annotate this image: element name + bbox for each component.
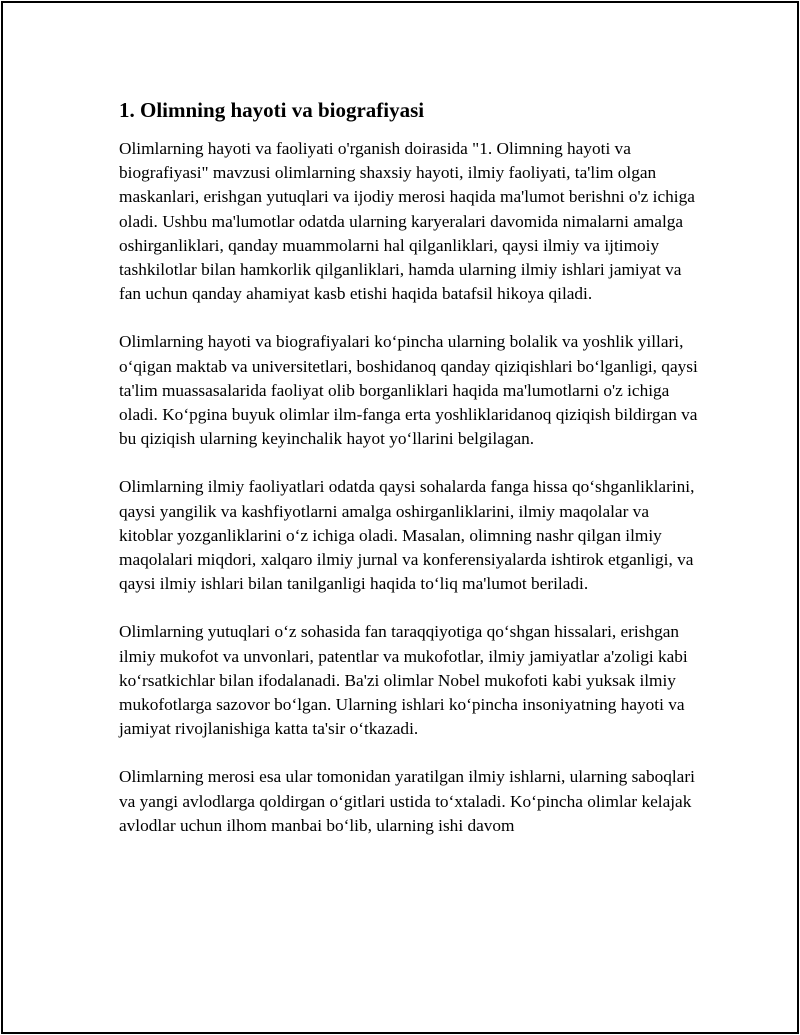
paragraph: Olimlarning yutuqlari o‘z sohasida fan taraqqiyotiga qo‘shgan hissalari, erishgan ilmiy mukofot va unvonlari, patentlar va mukofotlar, ilmiy jamiyatlar a'zoligi kabi ko‘rsatkichlar bilan ifodalanadi. Ba'zi olimlar Nobel mukofoti kabi yuksak ilmiy mukofotlarga sazovor bo‘lgan. Ularning ishlari ko‘pincha insoniyatning hayoti va jamiyat rivojlanishiga katta ta'sir o‘tkazadi. bbox=[119, 622, 688, 739]
paragraph: Olimlarning merosi esa ular tomonidan yaratilgan ilmiy ishlarni, ularning saboqlari va yangi avlodlarga qoldirgan o‘gitlari ustida to‘xtaladi. Ko‘pincha olimlar kelajak avlodlar uchun ilhom manbai bo‘lib, ularning ishi davom bbox=[119, 767, 695, 835]
section-heading: 1. Olimning hayoti va biografiyasi bbox=[119, 98, 425, 122]
document-page bbox=[1, 1, 799, 1034]
paragraph: Olimlarning ilmiy faoliyatlari odatda qaysi sohalarda fanga hissa qo‘shganliklarini, qaysi yangilik va kashfiyotlarni amalga oshirganliklarini, ilmiy maqolalar va kitoblar yozganliklarini o‘z ichiga oladi. Masalan, olimning nashr qilgan ilmiy maqolalari miqdori, xalqaro ilmiy jurnal va konferensiyalarda ishtirok etganligi, va qaysi ilmiy ishlari bilan tanilganligi haqida to‘liq ma'lumot beriladi. bbox=[119, 477, 695, 594]
paragraph: Olimlarning hayoti va faoliyati o'rganish doirasida "1. Olimning hayoti va biografiyasi" mavzusi olimlarning shaxsiy hayoti, ilmiy faoliyati, ta'lim olgan maskanlari, erishgan yutuqlari va ijodiy merosi haqida ma'lumot berishni o'z ichiga oladi. Ushbu ma'lumotlar odatda ularning karyeralari davomida nimalarni amalga oshirganliklari, qanday muammolarni hal qilganliklari, qaysi ilmiy va ijtimoiy tashkilotlar bilan hamkorlik qilganliklari, hamda ularning ilmiy ishlari jamiyat va fan uchun qanday ahamiyat kasb etishi haqida batafsil hikoya qiladi. bbox=[119, 139, 695, 304]
paragraph: Olimlarning hayoti va biografiyalari ko‘pincha ularning bolalik va yoshlik yillari, o‘qigan maktab va universitetlari, boshidanoq qanday qiziqishlari bo‘lganligi, qaysi ta'lim muassasalarida faoliyat olib borganliklari haqida ma'lumotlarni o'z ichiga oladi. Ko‘pgina buyuk olimlar ilm-fanga erta yoshliklaridanoq qiziqish bildirgan va bu qiziqish ularning keyinchalik hayot yo‘llarini belgilagan. bbox=[119, 332, 698, 449]
document-body bbox=[119, 95, 699, 862]
